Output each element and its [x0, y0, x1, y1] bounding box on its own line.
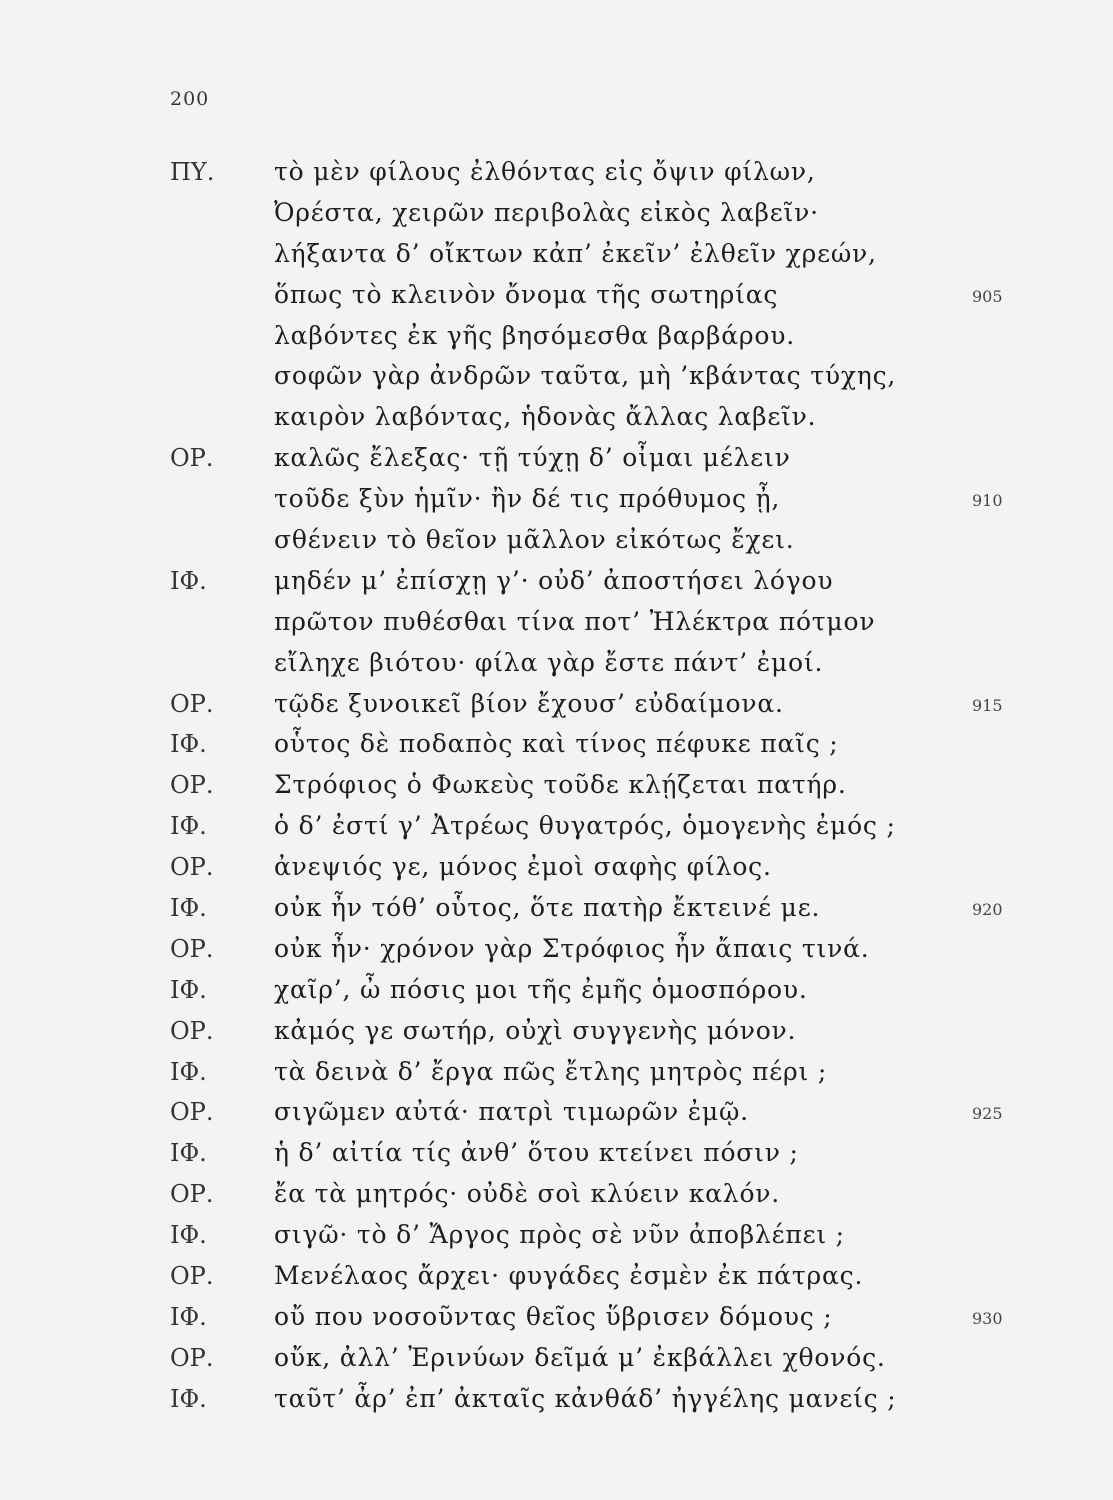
- verse-text: οὐκ ἦν τόθ’ οὗτος, ὅτε πατὴρ ἔκτεινέ με.: [274, 893, 821, 923]
- verse-line: [0, 520, 1113, 561]
- verse-line: [0, 1297, 1113, 1338]
- verse-text: οὗτος δὲ ποδαπὸς καὶ τίνος πέφυκε παῖς ;: [274, 729, 839, 759]
- verse-line: [0, 234, 1113, 275]
- verse-line: [0, 438, 1113, 479]
- speaker-label: ΙΦ.: [170, 1384, 207, 1413]
- verse-line: [0, 1133, 1113, 1174]
- verse-block: [0, 152, 1113, 1420]
- verse-text: ὅπως τὸ κλεινὸν ὄνομα τῆς σωτηρίας: [274, 279, 779, 309]
- speaker-label: ΟΡ.: [170, 444, 214, 473]
- verse-text: κἀμός γε σωτήρ, οὐχὶ συγγενὴς μόνον.: [274, 1015, 797, 1045]
- verse-text: τὸ μὲν φίλους ἐλθόντας εἰς ὄψιν φίλων,: [274, 157, 816, 186]
- page-number: 200: [170, 88, 210, 110]
- verse-text: ταῦτ’ ἆρ’ ἐπ’ ἀκταῖς κἀνθάδ’ ἠγγέλης μανείς ;: [274, 1383, 897, 1413]
- verse-text: σοφῶν γὰρ ἀνδρῶν ταῦτα, μὴ ’κβάντας τύχης,: [274, 361, 897, 391]
- verse-line: [0, 1215, 1113, 1256]
- speaker-label: ΙΦ.: [170, 730, 207, 759]
- verse-text: λαβόντες ἐκ γῆς βησόμεσθα βαρβάρου.: [274, 320, 795, 350]
- speaker-label: ΙΦ.: [170, 1221, 207, 1250]
- verse-line: [0, 397, 1113, 438]
- verse-line: [0, 1338, 1113, 1379]
- speaker-label: ΠΥ.: [170, 158, 215, 186]
- verse-text: ἀνεψιός γε, μόνος ἐμοὶ σαφὴς φίλος.: [274, 852, 772, 882]
- verse-line: [0, 275, 1113, 316]
- speaker-label: ΟΡ.: [170, 1016, 214, 1045]
- verse-text: ἡ δ’ αἰτία τίς ἀνθ’ ὅτου κτείνει πόσιν ;: [274, 1138, 799, 1168]
- verse-text: ὁ δ’ ἐστί γ’ Ἀτρέως θυγατρός, ὁμογενὴς ἐμός ;: [274, 811, 896, 841]
- verse-line: [0, 888, 1113, 929]
- verse-line: [0, 1379, 1113, 1420]
- speaker-label: ΙΦ.: [170, 812, 207, 841]
- verse-line: [0, 847, 1113, 888]
- verse-text: καιρὸν λαβόντας, ἡδονὰς ἄλλας λαβεῖν.: [274, 402, 817, 432]
- verse-line: [0, 152, 1113, 193]
- line-number: 905: [972, 286, 1003, 306]
- verse-line: [0, 1256, 1113, 1297]
- verse-line: [0, 724, 1113, 765]
- verse-line: [0, 193, 1113, 234]
- verse-line: [0, 806, 1113, 847]
- speaker-label: ΟΡ.: [170, 1180, 214, 1209]
- verse-line: [0, 684, 1113, 725]
- speaker-label: ΙΦ.: [170, 1057, 207, 1086]
- verse-text: πρῶτον πυθέσθαι τίνα ποτ’ Ἠλέκτρα πότμον: [274, 606, 876, 636]
- speaker-label: ΟΡ.: [170, 1098, 214, 1127]
- verse-text: Ὀρέστα, χειρῶν περιβολὰς εἰκὸς λαβεῖν·: [274, 197, 819, 227]
- speaker-label: ΙΦ.: [170, 894, 207, 923]
- verse-text: μηδέν μ’ ἐπίσχῃ γ’· οὐδ’ ἀποστήσει λόγου: [274, 565, 834, 595]
- speaker-label: ΙΦ.: [170, 1139, 207, 1168]
- verse-line: [0, 1011, 1113, 1052]
- speaker-label: ΟΡ.: [170, 934, 214, 963]
- verse-line: [0, 765, 1113, 806]
- line-number: 915: [972, 695, 1003, 715]
- verse-text: τῷδε ξυνοικεῖ βίον ἔχουσ’ εὐδαίμονα.: [274, 688, 784, 718]
- verse-line: [0, 1052, 1113, 1093]
- verse-text: σιγῶμεν αὐτά· πατρὶ τιμωρῶν ἐμῷ.: [274, 1097, 749, 1127]
- speaker-label: ΙΦ.: [170, 1302, 207, 1331]
- verse-line: [0, 316, 1113, 357]
- speaker-label: ΟΡ.: [170, 771, 214, 800]
- verse-text: Μενέλαος ἄρχει· φυγάδες ἐσμὲν ἐκ πάτρας.: [274, 1261, 864, 1291]
- line-number: 920: [972, 900, 1003, 920]
- verse-line: [0, 929, 1113, 970]
- verse-text: οὐκ ἦν· χρόνον γὰρ Στρόφιος ἦν ἄπαις τινά.: [274, 933, 870, 963]
- line-number: 925: [972, 1104, 1003, 1124]
- verse-text: καλῶς ἔλεξας· τῇ τύχῃ δ’ οἶμαι μέλειν: [274, 443, 791, 473]
- verse-line: [0, 970, 1113, 1011]
- verse-text: λήξαντα δ’ οἴκτων κἀπ’ ἐκεῖν’ ἐλθεῖν χρεών,: [274, 238, 877, 268]
- line-number: 910: [972, 491, 1003, 511]
- verse-text: σθένειν τὸ θεῖον μᾶλλον εἰκότως ἔχει.: [274, 525, 795, 555]
- verse-line: [0, 479, 1113, 520]
- speaker-label: ΙΦ.: [170, 566, 207, 595]
- verse-line: [0, 561, 1113, 602]
- verse-line: [0, 1092, 1113, 1133]
- verse-line: [0, 356, 1113, 397]
- verse-text: τὰ δεινὰ δ’ ἔργα πῶς ἔτλης μητρὸς πέρι ;: [274, 1056, 828, 1086]
- verse-text: οὔκ, ἀλλ’ Ἐρινύων δεῖμά μ’ ἐκβάλλει χθονός.: [274, 1342, 886, 1372]
- speaker-label: ΟΡ.: [170, 853, 214, 882]
- verse-line: [0, 643, 1113, 684]
- verse-text: χαῖρ’, ὦ πόσις μοι τῆς ἐμῆς ὁμοσπόρου.: [274, 974, 808, 1004]
- verse-line: [0, 1174, 1113, 1215]
- verse-text: Στρόφιος ὁ Φωκεὺς τοῦδε κλῄζεται πατήρ.: [274, 770, 847, 800]
- line-number: 930: [972, 1308, 1003, 1328]
- speaker-label: ΟΡ.: [170, 1262, 214, 1291]
- verse-text: εἴληχε βιότου· φίλα γὰρ ἔστε πάντ’ ἐμοί.: [274, 647, 824, 677]
- verse-text: ἔα τὰ μητρός· οὐδὲ σοὶ κλύειν καλόν.: [274, 1179, 781, 1209]
- verse-text: σιγῶ· τὸ δ’ Ἄργος πρὸς σὲ νῦν ἀποβλέπει ;: [274, 1220, 845, 1250]
- verse-line: [0, 602, 1113, 643]
- speaker-label: ΙΦ.: [170, 975, 207, 1004]
- verse-text: τοῦδε ξὺν ἡμῖν· ἢν δέ τις πρόθυμος ᾖ,: [274, 484, 781, 514]
- speaker-label: ΟΡ.: [170, 1343, 214, 1372]
- speaker-label: ΟΡ.: [170, 689, 214, 718]
- verse-text: οὔ που νοσοῦντας θεῖος ὕβρισεν δόμους ;: [274, 1301, 833, 1331]
